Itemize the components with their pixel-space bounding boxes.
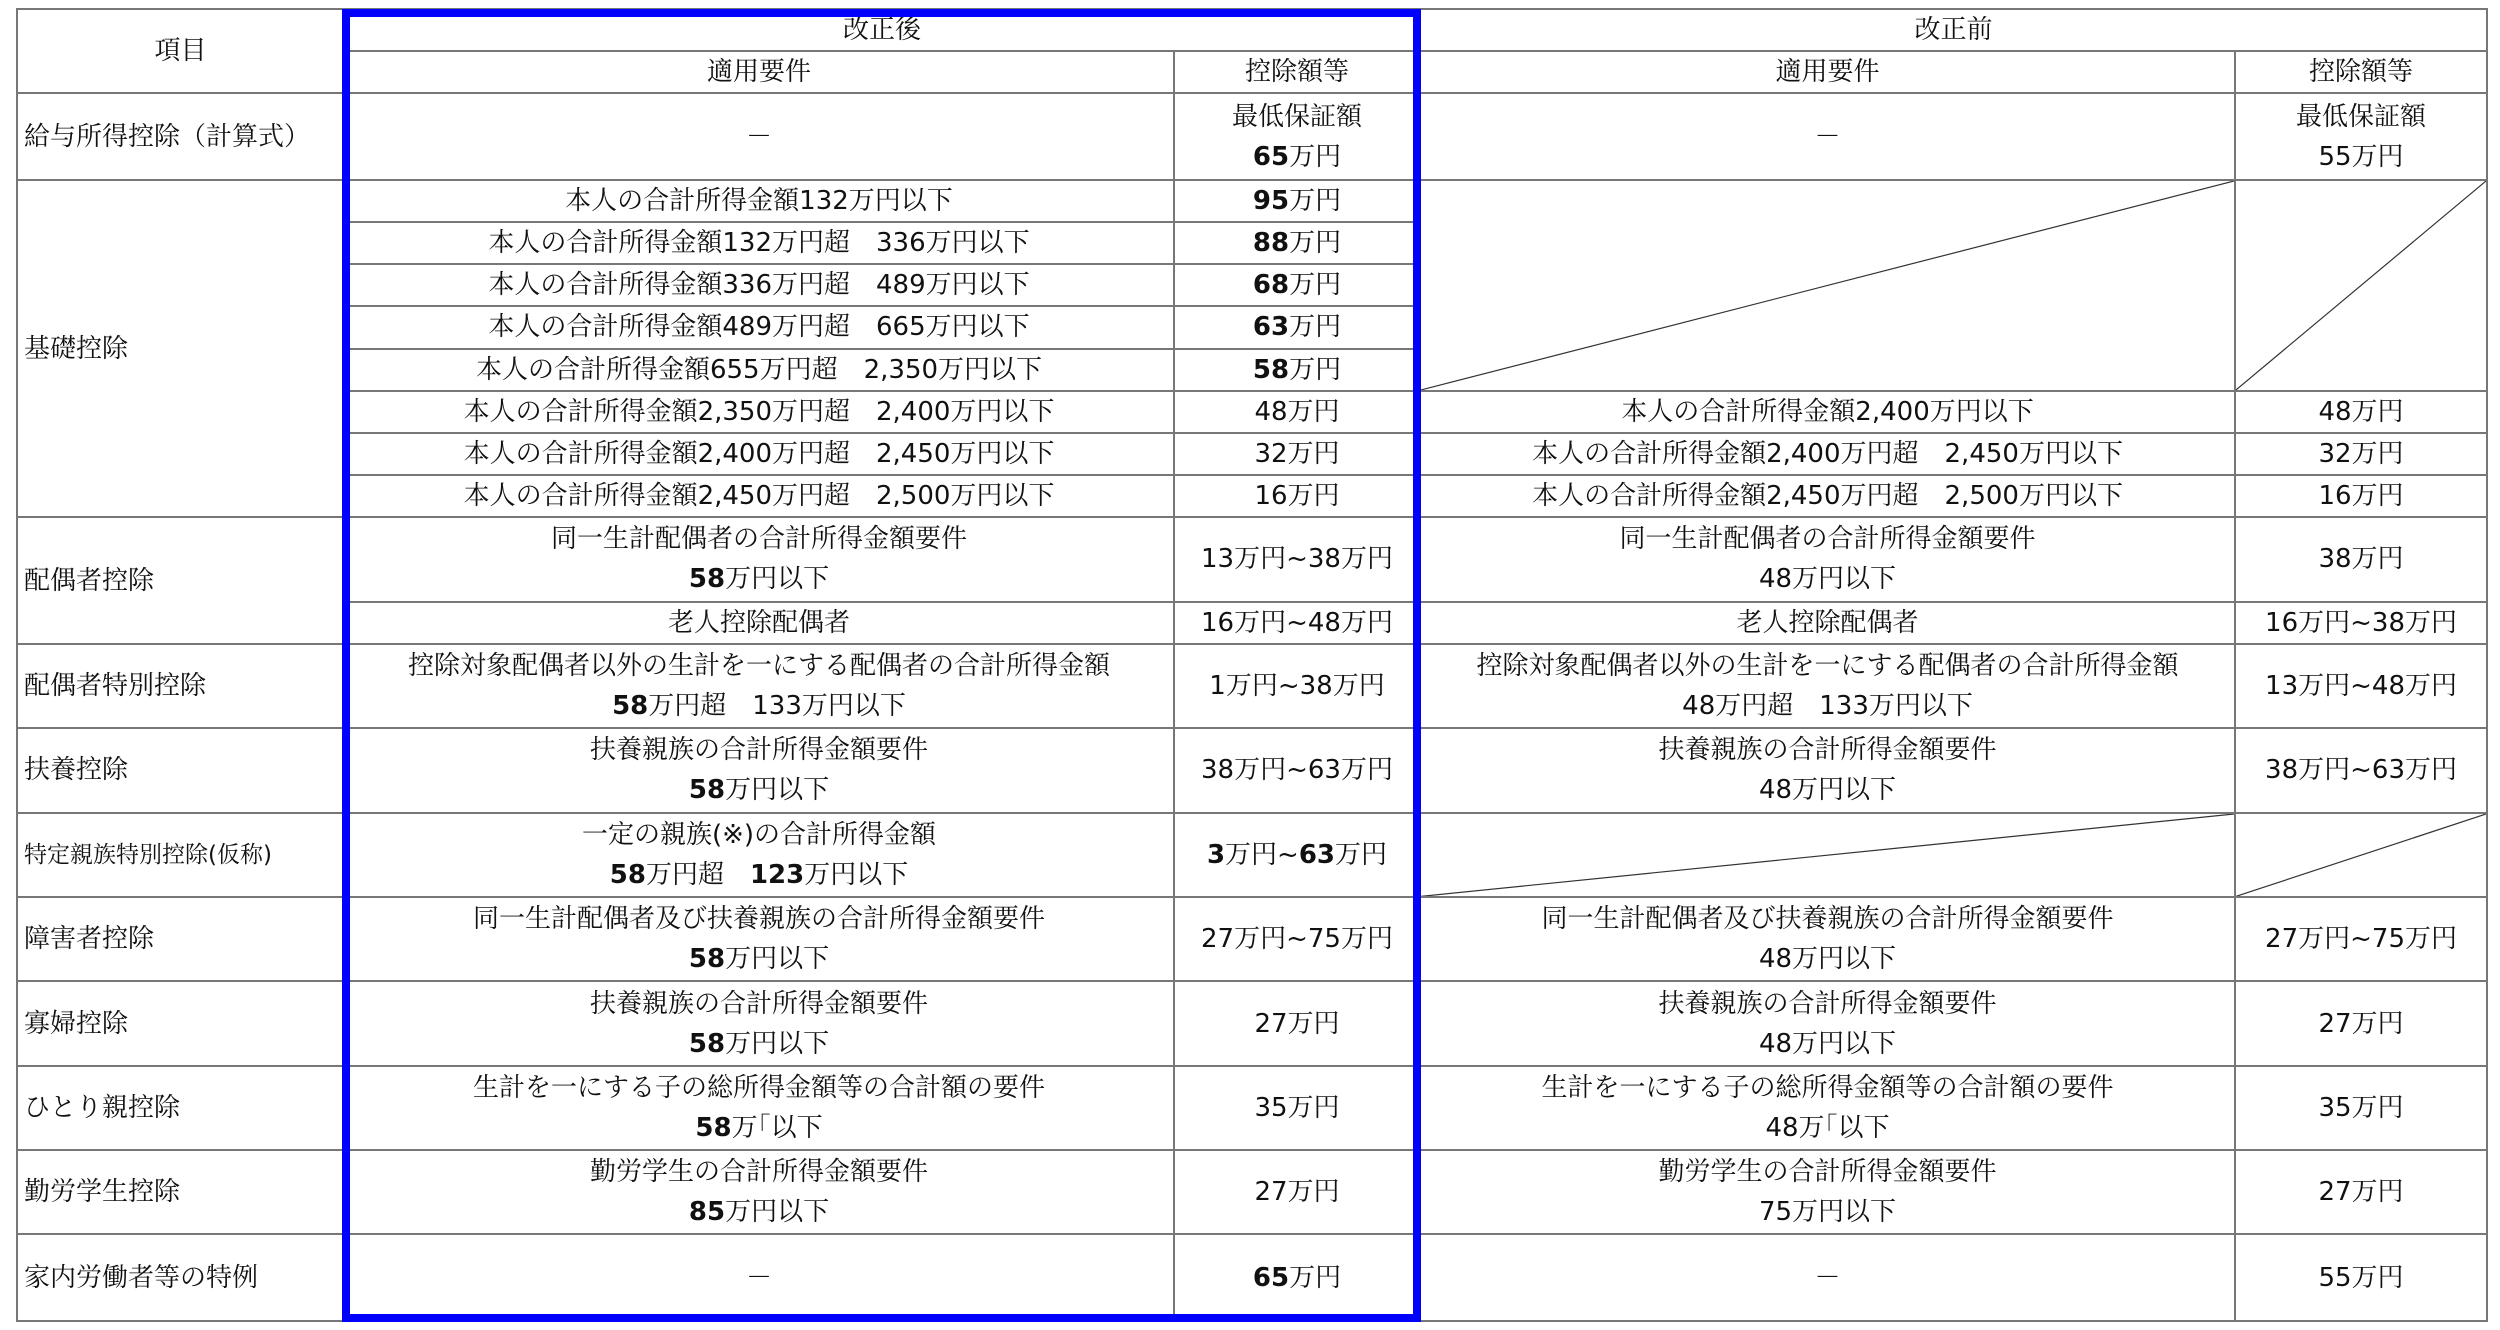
header-after-requirement: 適用要件 <box>344 51 1174 93</box>
shogai-before-requirement: 同一生計配偶者及び扶養親族の合計所得金額要件 48万円以下 <box>1420 897 2235 981</box>
row-label-kyuyo: 給与所得控除（計算式） <box>17 93 344 179</box>
haigusha-tokubetsu-before-requirement: 控除対象配偶者以外の生計を一にする配偶者の合計所得金額 48万円超 133万円以下 <box>1420 644 2235 728</box>
hitorioya-after-requirement: 生計を一にする子の総所得金額等の合計額の要件 58万｢以下 <box>344 1066 1174 1150</box>
kiso-after-requirement: 本人の合計所得金額2,400万円超 2,450万円以下 <box>344 433 1174 475</box>
haigusha-tokubetsu-after-amount: 1万円~38万円 <box>1174 644 1420 728</box>
rojin-after-amount: 16万円~48万円 <box>1174 602 1420 644</box>
rojin-before-amount: 16万円~38万円 <box>2235 602 2487 644</box>
header-before: 改正前 <box>1420 9 2487 51</box>
kyuyo-after-amount-label: 最低保証額 <box>1232 101 1363 132</box>
kyuyo-after-amount: 最低保証額 65万円 <box>1174 93 1420 179</box>
header-after: 改正後 <box>344 9 1420 51</box>
kiso-after-requirement: 本人の合計所得金額655万円超 2,350万円以下 <box>344 349 1174 391</box>
row-label-kiso: 基礎控除 <box>17 180 344 518</box>
diagonal-slash <box>1421 181 2234 390</box>
tokutei-before-requirement-empty <box>1420 813 2235 897</box>
kinro-before-requirement: 勤労学生の合計所得金額要件 75万円以下 <box>1420 1150 2235 1234</box>
kiso-before-requirement-empty <box>1420 180 2235 391</box>
kiso-after-requirement: 本人の合計所得金額489万円超 665万円以下 <box>344 306 1174 348</box>
shogai-after-requirement: 同一生計配偶者及び扶養親族の合計所得金額要件 58万円以下 <box>344 897 1174 981</box>
kyuyo-before-requirement: － <box>1420 93 2235 179</box>
tokutei-before-amount-empty <box>2235 813 2487 897</box>
kafu-before-requirement: 扶養親族の合計所得金額要件 48万円以下 <box>1420 981 2235 1065</box>
row-label-tokutei: 特定親族特別控除(仮称) <box>17 813 344 897</box>
haigusha-after-amount: 13万円~38万円 <box>1174 517 1420 601</box>
kiso-after-requirement: 本人の合計所得金額336万円超 489万円以下 <box>344 264 1174 306</box>
tokutei-after-amount: 3万円~63万円 <box>1174 813 1420 897</box>
haigusha-after-requirement: 同一生計配偶者の合計所得金額要件 58万円以下 <box>344 517 1174 601</box>
diagonal-slash <box>2236 814 2486 896</box>
kanai-before-amount: 55万円 <box>2235 1234 2487 1321</box>
kafu-after-requirement: 扶養親族の合計所得金額要件 58万円以下 <box>344 981 1174 1065</box>
hitorioya-before-requirement: 生計を一にする子の総所得金額等の合計額の要件 48万｢以下 <box>1420 1066 2235 1150</box>
haigusha-before-amount: 38万円 <box>2235 517 2487 601</box>
haigusha-tokubetsu-after-requirement: 控除対象配偶者以外の生計を一にする配偶者の合計所得金額 58万円超 133万円以下 <box>344 644 1174 728</box>
kiso-before-requirement: 本人の合計所得金額2,400万円以下 <box>1420 391 2235 433</box>
row-label-kinro: 勤労学生控除 <box>17 1150 344 1234</box>
kiso-after-amount: 48万円 <box>1174 391 1420 433</box>
kinro-before-amount: 27万円 <box>2235 1150 2487 1234</box>
kyuyo-after-amount-number: 65 <box>1252 141 1290 172</box>
kiso-after-amount: 58万円 <box>1174 349 1420 391</box>
kyuyo-before-amount-label: 最低保証額 <box>2296 101 2427 132</box>
kiso-after-requirement: 本人の合計所得金額132万円以下 <box>344 180 1174 222</box>
row-label-haigusha-tokubetsu: 配偶者特別控除 <box>17 644 344 728</box>
kiso-before-amount: 32万円 <box>2235 433 2487 475</box>
kinro-after-amount: 27万円 <box>1174 1150 1420 1234</box>
rojin-after-requirement: 老人控除配偶者 <box>344 602 1174 644</box>
kiso-after-amount: 32万円 <box>1174 433 1420 475</box>
header-item: 項目 <box>17 9 344 93</box>
hitorioya-after-amount: 35万円 <box>1174 1066 1420 1150</box>
fuyo-after-requirement: 扶養親族の合計所得金額要件 58万円以下 <box>344 728 1174 812</box>
tokutei-after-requirement: 一定の親族(※)の合計所得金額 58万円超 123万円以下 <box>344 813 1174 897</box>
haigusha-before-requirement: 同一生計配偶者の合計所得金額要件 48万円以下 <box>1420 517 2235 601</box>
fuyo-before-requirement: 扶養親族の合計所得金額要件 48万円以下 <box>1420 728 2235 812</box>
kiso-after-amount: 88万円 <box>1174 222 1420 264</box>
row-label-kafu: 寡婦控除 <box>17 981 344 1065</box>
kiso-after-requirement: 本人の合計所得金額132万円超 336万円以下 <box>344 222 1174 264</box>
hitorioya-before-amount: 35万円 <box>2235 1066 2487 1150</box>
haigusha-tokubetsu-before-amount: 13万円~48万円 <box>2235 644 2487 728</box>
kafu-before-amount: 27万円 <box>2235 981 2487 1065</box>
diagonal-slash <box>2236 181 2486 390</box>
kyuyo-after-requirement: － <box>344 93 1174 179</box>
kiso-after-requirement: 本人の合計所得金額2,350万円超 2,400万円以下 <box>344 391 1174 433</box>
kiso-after-amount: 95万円 <box>1174 180 1420 222</box>
row-label-fuyo: 扶養控除 <box>17 728 344 812</box>
kyuyo-before-amount <box>2235 93 2487 179</box>
kafu-after-amount: 27万円 <box>1174 981 1420 1065</box>
rojin-before-requirement: 老人控除配偶者 <box>1420 602 2235 644</box>
row-label-kanai: 家内労働者等の特例 <box>17 1234 344 1321</box>
kanai-after-amount: 65万円 <box>1174 1234 1420 1321</box>
row-label-haigusha: 配偶者控除 <box>17 517 344 644</box>
fuyo-before-amount: 38万円~63万円 <box>2235 728 2487 812</box>
shogai-after-amount: 27万円~75万円 <box>1174 897 1420 981</box>
header-before-amount: 控除額等 <box>2235 51 2487 93</box>
kanai-after-requirement: － <box>344 1234 1174 1321</box>
row-label-hitorioya: ひとり親控除 <box>17 1066 344 1150</box>
kiso-after-amount: 63万円 <box>1174 306 1420 348</box>
deduction-comparison-table <box>16 8 2488 1322</box>
kiso-after-amount: 16万円 <box>1174 475 1420 517</box>
fuyo-after-amount: 38万円~63万円 <box>1174 728 1420 812</box>
diagonal-slash <box>1421 814 2234 896</box>
shogai-before-amount: 27万円~75万円 <box>2235 897 2487 981</box>
kanai-before-requirement: － <box>1420 1234 2235 1321</box>
kiso-after-amount: 68万円 <box>1174 264 1420 306</box>
kiso-after-requirement: 本人の合計所得金額2,450万円超 2,500万円以下 <box>344 475 1174 517</box>
kiso-before-amount: 16万円 <box>2235 475 2487 517</box>
header-after-amount: 控除額等 <box>1174 51 1420 93</box>
kiso-before-requirement: 本人の合計所得金額2,400万円超 2,450万円以下 <box>1420 433 2235 475</box>
kiso-before-amount-empty <box>2235 180 2487 391</box>
kyuyo-before-amount-value: 55万円 <box>2318 141 2404 172</box>
row-label-shogai: 障害者控除 <box>17 897 344 981</box>
kiso-before-requirement: 本人の合計所得金額2,450万円超 2,500万円以下 <box>1420 475 2235 517</box>
kiso-before-amount: 48万円 <box>2235 391 2487 433</box>
header-before-requirement: 適用要件 <box>1420 51 2235 93</box>
kinro-after-requirement: 勤労学生の合計所得金額要件 85万円以下 <box>344 1150 1174 1234</box>
